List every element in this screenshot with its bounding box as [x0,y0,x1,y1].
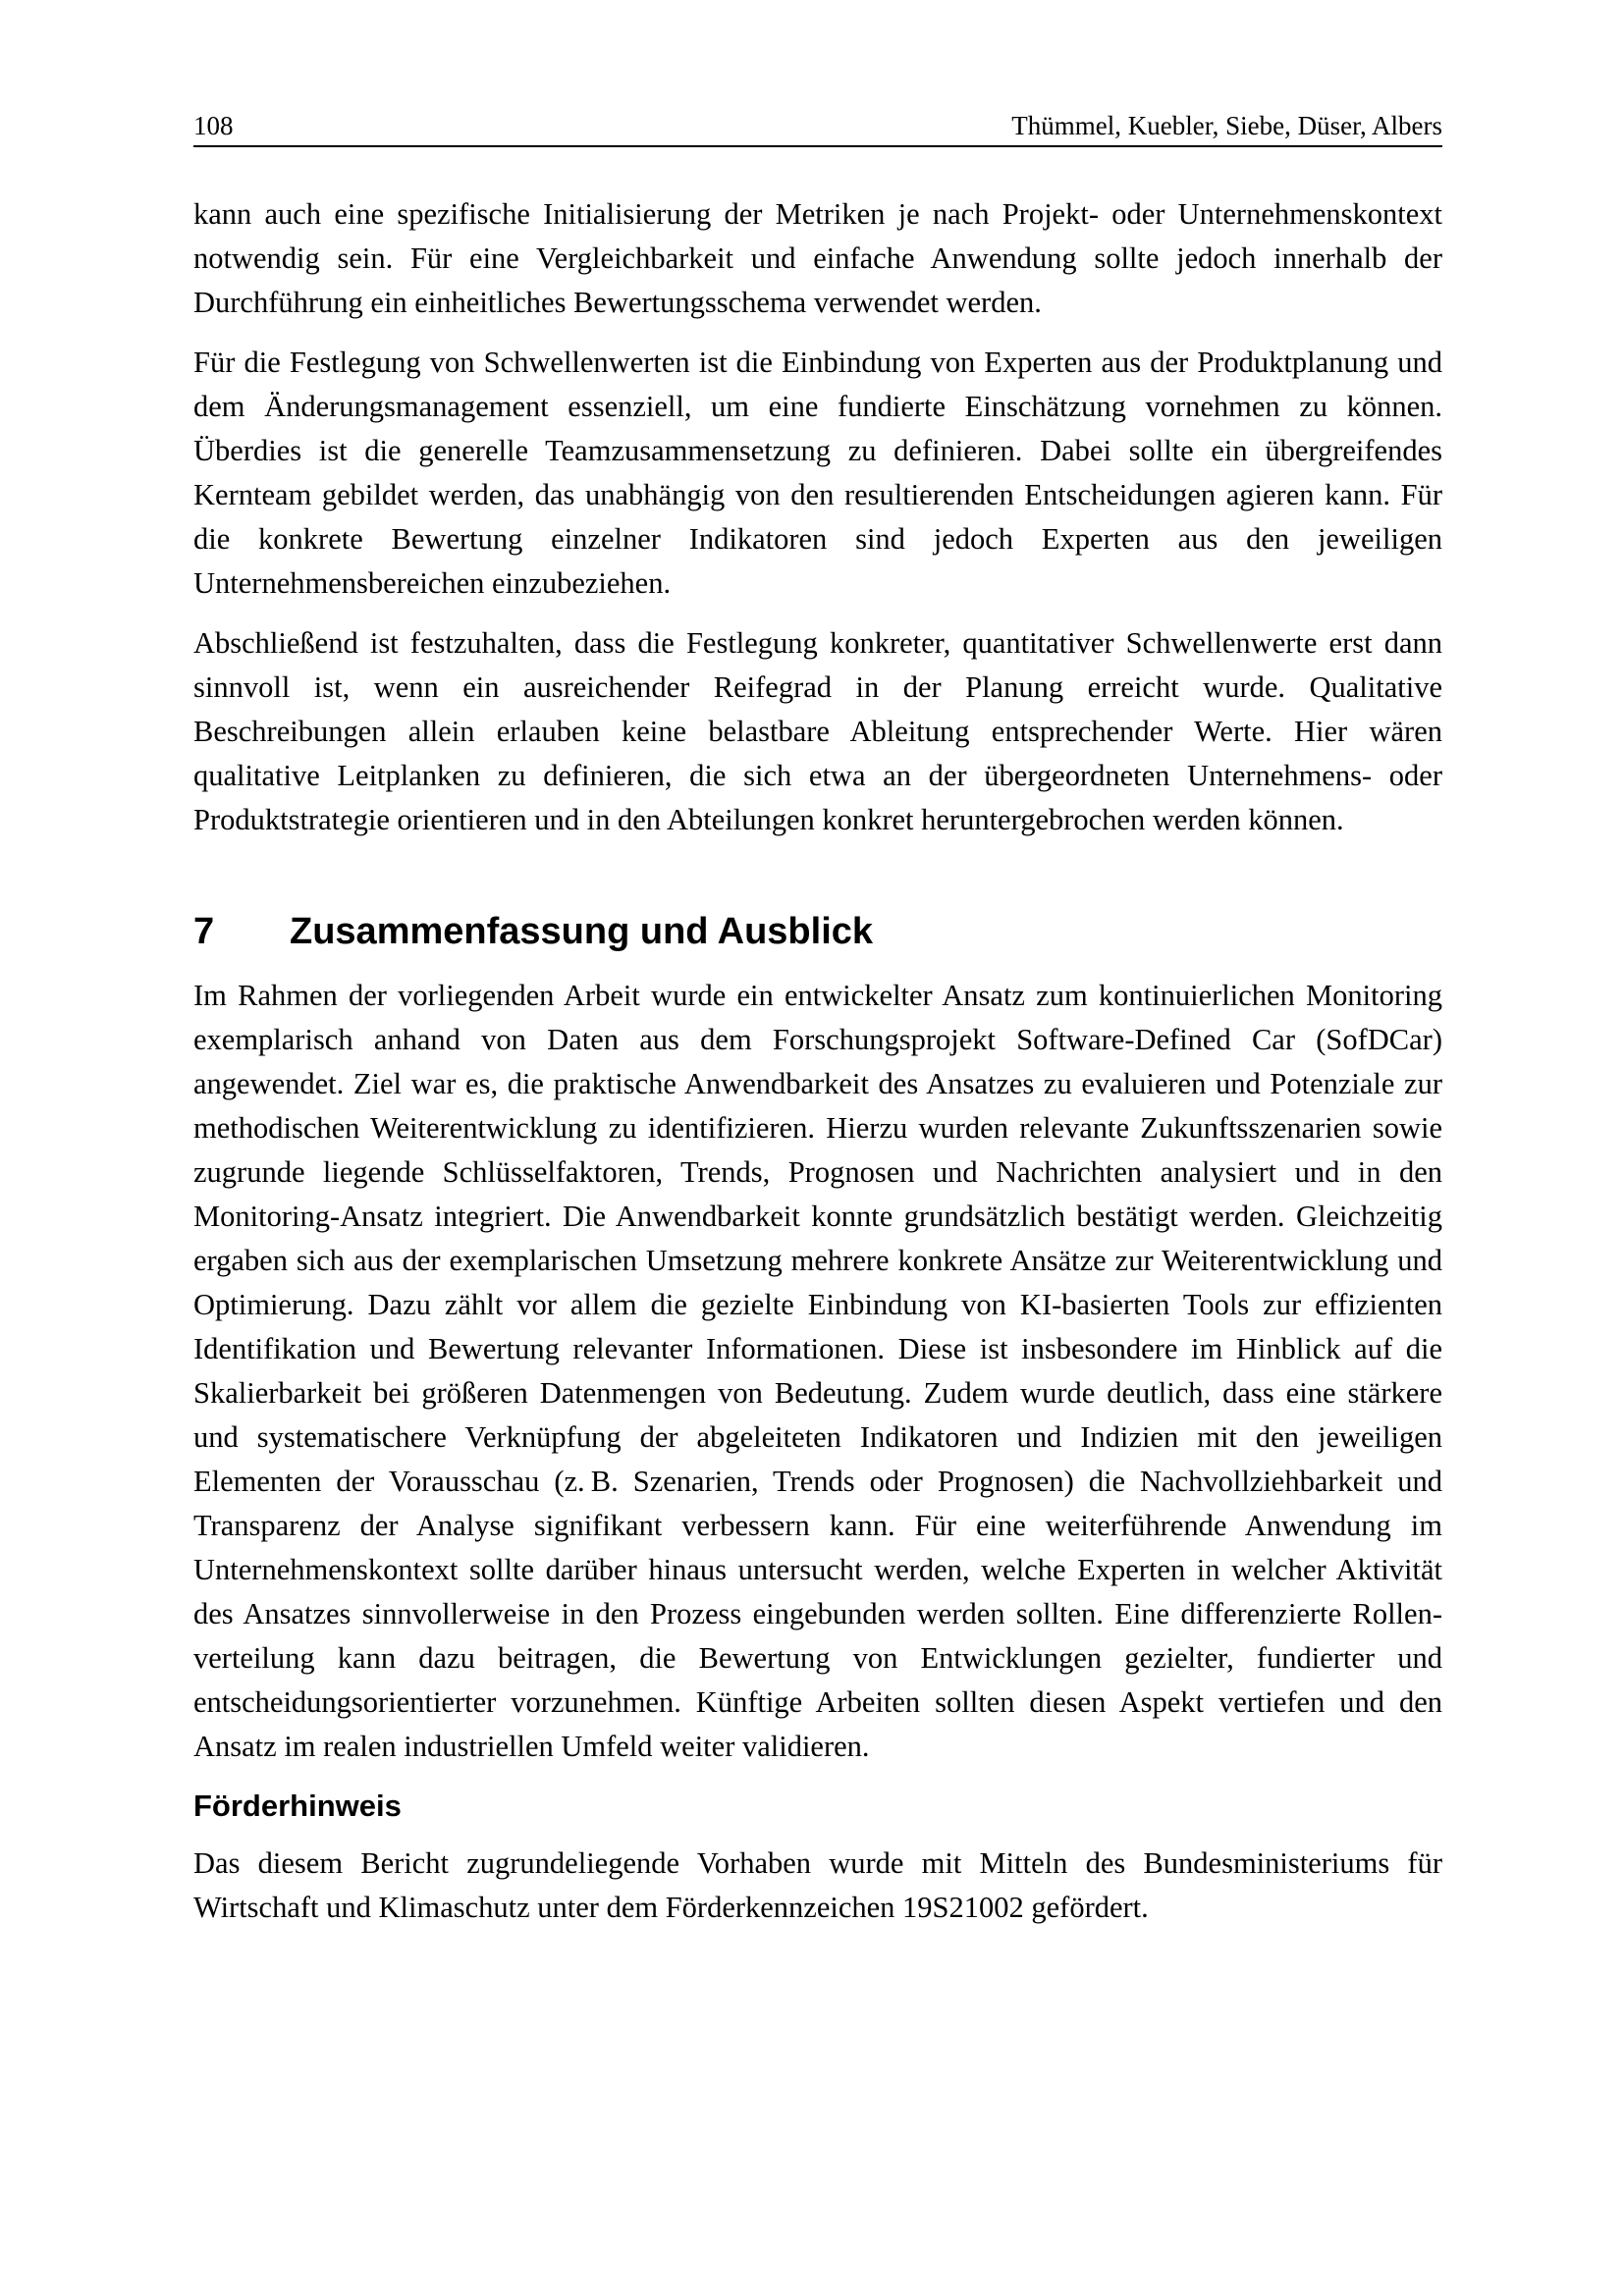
section-number: 7 [193,911,215,952]
funding-heading: Förderhinweis [193,1789,402,1823]
funding-paragraph: Das diesem Bericht zugrundeliegende Vorhaben wurde mit Mitteln des Bundesministeriums für Wirtschaft und Klimaschutz unter dem Förderkennzeichen 19S21002 gefördert. [193,1846,1442,1924]
running-header-authors: Thümmel, Kuebler, Siebe, Düser, Albers [1011,111,1442,140]
section-title: Zusammenfassung und Ausblick [290,911,874,952]
body-paragraph-2: Für die Festlegung von Schwellenwerten ist die Einbindung von Experten aus der Produktplanung und dem Änderungsmanagement essenziell, um eine fundierte Einschätzung vornehmen zu können. Überdies ist die generelle Teamzusammensetzung zu definieren. Dabei sollte ein übergreifendes Kernteam gebildet werden, das unabhängig von den resultierenden Entscheidungen agieren kann. Für die konkrete Bewertung einzelner Indikatoren sind jedoch Experten aus den jeweiligen Unternehmensbereichen einzubeziehen. [193,346,1442,600]
section-heading [193,907,1442,956]
body-paragraph-3: Abschließend ist festzuhalten, dass die Festlegung konkreter, quantitativer Schwellenwerte erst dann sinnvoll ist, wenn ein ausreichender Reifegrad in der Planung erreicht wurde. Qualitative Beschreibungen allein erlauben keine belastbare Ableitung entsprechender Werte. Hier wären qualitative Leitplanken zu definieren, die sich etwa an der übergeordneten Unternehmens- oder Produktstrategie orientieren und in den Abteilungen konkret heruntergebrochen werden können. [193,626,1442,836]
page-body [193,192,1442,1946]
running-header [193,106,1442,147]
section-paragraph: Im Rahmen der vorliegenden Arbeit wurde ein entwickelter Ansatz zum kontinuierlichen Monitoring exemplarisch anhand von Daten aus dem Forschungsprojekt Software-Defined Car (SofDCar) angewendet. Ziel war es, die praktische Anwendbarkeit des Ansatzes zu evaluieren und Potenziale zur methodischen Weiterentwicklung zu identifizieren. Hierzu wurden relevante Zukunftsszenarien sowie zugrunde liegende Schlüsselfaktoren, Trends, Prognosen und Nachrichten analysiert und in den Monitoring-Ansatz integriert. Die Anwendbarkeit konnte grundsätzlich bestätigt werden. Gleichzeitig ergaben sich aus der exemplarischen Umsetzung mehrere konkrete Ansätze zur Weiterentwicklung und Optimierung. Dazu zählt vor allem die gezielte Einbindung von KI-basierten Tools zur effizienten Identifikation und Bewertung relevanter Informationen. Diese ist insbesondere im Hinblick auf die Skalierbarkeit bei größeren Datenmengen von Bedeutung. Zudem wurde deutlich, dass eine stärkere und systematischere Verknüpfung der abgeleiteten Indikatoren und Indizien mit den jeweiligen Elementen der Vorausschau (z. B. Szenarien, Trends oder Prognosen) die Nachvollziehbarkeit und Transparenz der Analyse signifikant verbessern kann. Für eine weiterführende Anwendung im Unternehmenskontext sollte darüber hinaus untersucht werden, welche Experten in welcher Aktivität des Ansatzes sinnvollerweise in den Prozess eingebunden werden sollten. Eine differenzierte Rollenverteilung kann dazu beitragen, die Bewertung von Entwicklungen gezielter, fundierter und entscheidungsorientierter vorzunehmen. Künftige Arbeiten sollten diesen Aspekt vertiefen und den Ansatz im realen industriellen Umfeld weiter validieren. [193,979,1442,1763]
body-paragraph-1: kann auch eine spezifische Initialisierung der Metriken je nach Projekt- oder Unternehmenskontext notwendig sein. Für eine Vergleichbarkeit und einfache Anwendung sollte jedoch innerhalb der Durchführung ein einheitliches Bewertungsschema verwendet werden. [193,197,1442,319]
page-number: 108 [193,111,234,140]
